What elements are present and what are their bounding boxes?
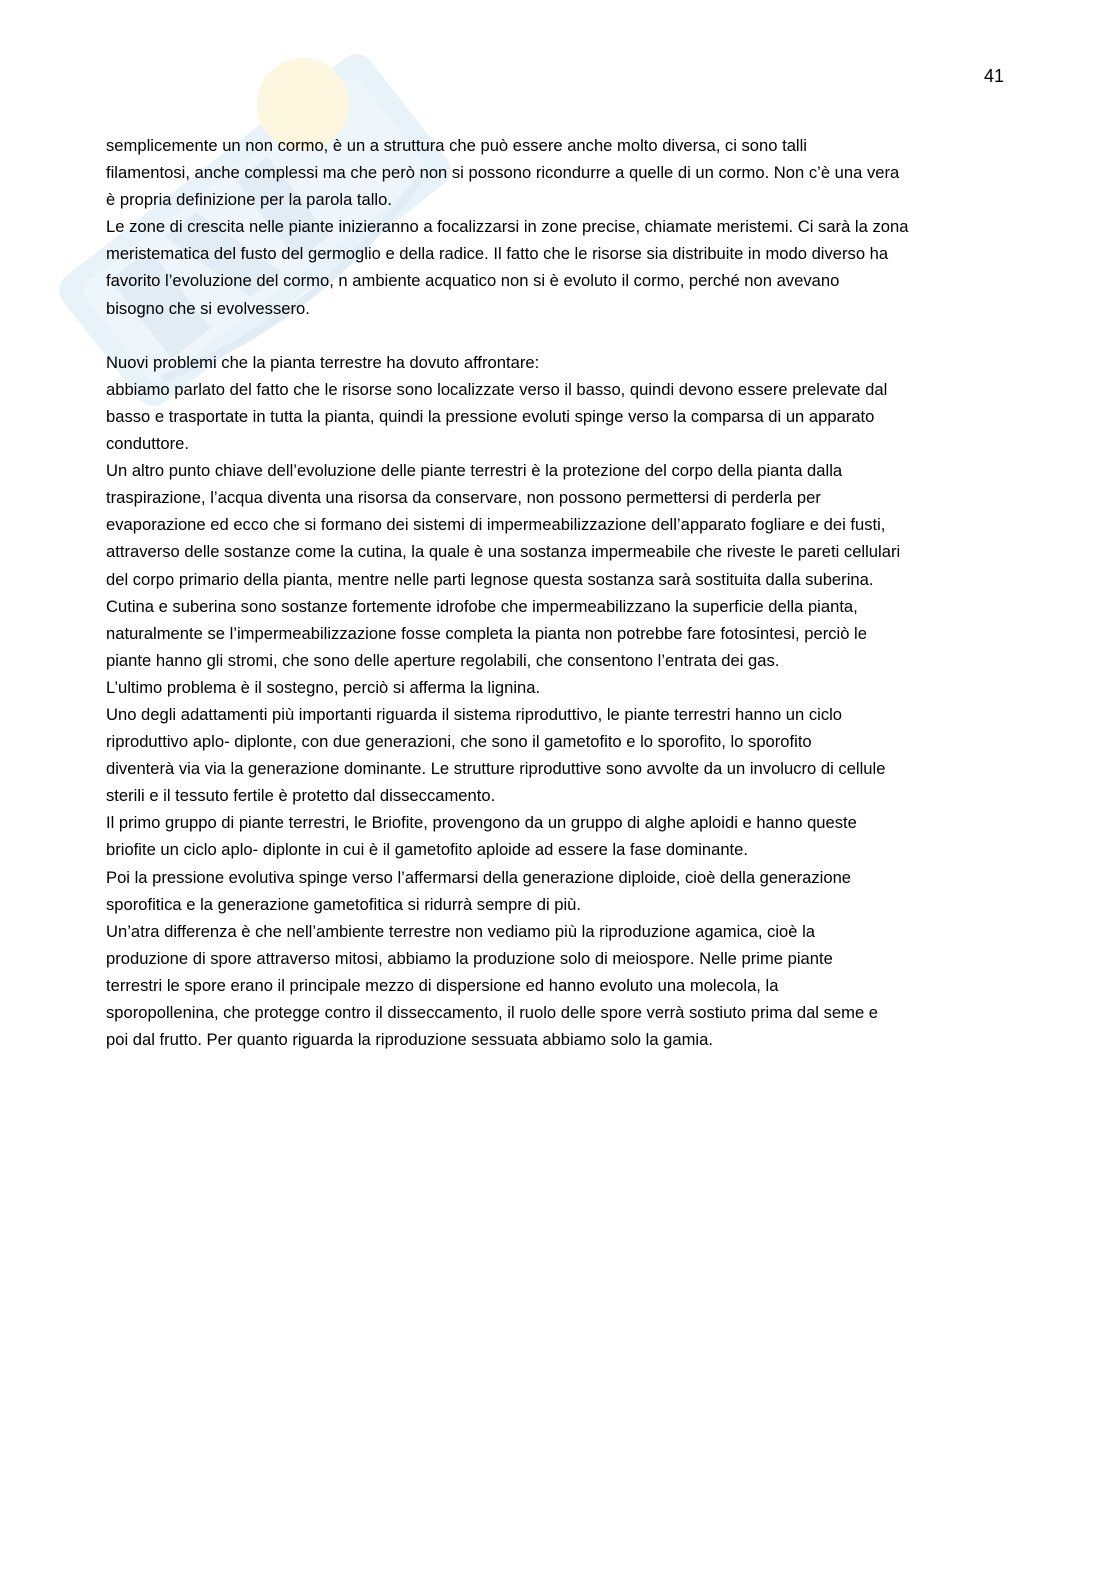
text-line: è propria definizione per la parola tallo. — [106, 190, 392, 210]
text-line: favorito l’evoluzione del cormo, n ambiente acquatico non si è evoluto il cormo, perché non avevano — [106, 271, 840, 291]
text-line: abbiamo parlato del fatto che le risorse sono localizzate verso il basso, quindi devono essere prelevate dal — [106, 379, 888, 399]
text-line: semplicemente un non cormo, è un a struttura che può essere anche molto diversa, ci sono talli — [106, 136, 807, 155]
text-line: basso e trasportate in tutta la pianta, quindi la pressione evoluti spinge verso la comparsa di un apparato — [106, 406, 875, 426]
text-line: sterili e il tessuto fertile è protetto dal disseccamento. — [106, 786, 496, 806]
text-line: Poi la pressione evolutiva spinge verso l’affermarsi della generazione diploide, cioè della generazione — [106, 867, 852, 887]
text-line: filamentosi, anche complessi ma che però non si possono ricondurre a quelle di un cormo. Non c’è una vera — [106, 163, 900, 183]
text-line: Un altro punto chiave dell’evoluzione delle piante terrestri è la protezione del corpo della pianta dalla — [106, 461, 843, 481]
text-line: sporofitica e la generazione gametofitica si ridurrà sempre di più. — [106, 894, 582, 914]
text-line: conduttore. — [106, 434, 190, 454]
text-line: bisogno che si evolvessero. — [106, 298, 310, 318]
text-line: Nuovi problemi che la pianta terrestre ha dovuto affrontare: — [106, 352, 540, 372]
text-line: del corpo primario della pianta, mentre nelle parti legnose questa sostanza sarà sostituita dalla suberina. — [106, 569, 874, 589]
text-line: terrestri le spore erano il principale mezzo di dispersione ed hanno evoluto una molecola, la — [106, 975, 779, 995]
text-line: briofite un ciclo aplo- diplonte in cui è il gametofito aploide ad essere la fase dominante. — [106, 840, 749, 860]
text-line: sporopollenina, che protegge contro il disseccamento, il ruolo delle spore verrà sostiuto prima dal seme e — [106, 1003, 879, 1022]
text-line: diventerà via via la generazione dominante. Le strutture riproduttive sono avvolte da un involucro di cellule — [106, 759, 886, 779]
text-line: traspirazione, l’acqua diventa una risorsa da conservare, non possono permettersi di perderla per — [106, 488, 821, 508]
text-line: riproduttivo aplo- diplonte, con due generazioni, che sono il gametofito e lo sporofito, lo sporofito — [106, 732, 812, 752]
text-line: Il primo gruppo di piante terrestri, le Briofite, provengono da un gruppo di alghe aploidi e hanno queste — [106, 813, 857, 833]
text-line: attraverso delle sostanze come la cutina, la quale è una sostanza impermeabile che riveste le pareti cellulari — [106, 542, 901, 562]
text-line: poi dal frutto. Per quanto riguarda la riproduzione sessuata abbiamo solo la gamia. — [106, 1030, 713, 1050]
body-text — [106, 132, 1006, 1053]
text-line: evaporazione ed ecco che si formano dei sistemi di impermeabilizzazione dell’apparato fogliare e dei fusti, — [106, 515, 886, 535]
text-line: L’ultimo problema è il sostegno, perciò si afferma la lignina. — [106, 677, 541, 697]
text-line: naturalmente se l’impermeabilizzazione fosse completa la pianta non potrebbe fare fotosintesi, perciò le — [106, 623, 867, 643]
text-line: Le zone di crescita nelle piante inizieranno a focalizzarsi in zone precise, chiamate meristemi. Ci sarà la zona — [106, 217, 909, 237]
text-line: Cutina e suberina sono sostanze fortemente idrofobe che impermeabilizzano la superficie della pianta, — [106, 596, 858, 616]
blank-line — [106, 322, 1006, 349]
text-line: piante hanno gli stromi, che sono delle aperture regolabili, che consentono l’entrata dei gas. — [106, 650, 780, 670]
text-line: produzione di spore attraverso mitosi, abbiamo la produzione solo di meiospore. Nelle prime piante — [106, 948, 833, 968]
text-line: Uno degli adattamenti più importanti riguarda il sistema riproduttivo, le piante terrestri hanno un ciclo — [106, 704, 843, 724]
page-number: 41 — [983, 66, 1004, 86]
text-line: meristematica del fusto del germoglio e della radice. Il fatto che le risorse sia distribuite in modo diverso ha — [106, 244, 889, 264]
text-line: Un’atra differenza è che nell’ambiente terrestre non vediamo più la riproduzione agamica, cioè la — [106, 921, 816, 941]
